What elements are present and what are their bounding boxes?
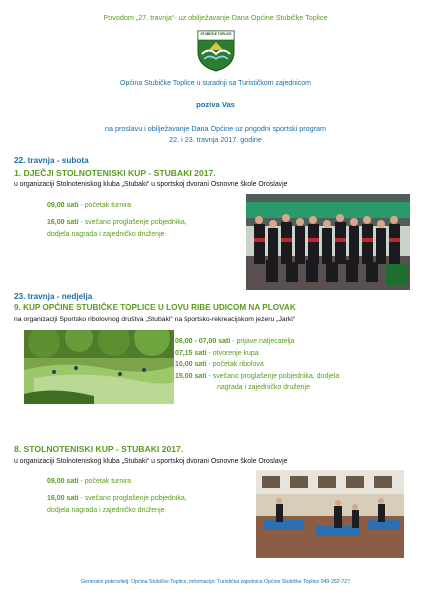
- occasion-line: na proslavu i obilježavanje Dana Općine uz prigodni sportski program: [105, 124, 326, 133]
- day-sunday: 23. travnja - nedjelja: [14, 292, 93, 301]
- fishing-lake-photo: [24, 330, 174, 404]
- organizers-line: Općina Stubičke Toplice u suradnji sa Turističkom zajednicom: [120, 80, 311, 87]
- event-organizer: u organizaciji Stolnoteniskog kluba „Stubaki“ u sportskoj dvorani Osnovne škole Oroslavje: [14, 458, 288, 465]
- schedule-time: 06,00 - 07,00 sati: [175, 338, 231, 345]
- schedule-event: - svečano proglašenje pobjednika,: [78, 219, 187, 226]
- schedule-time: 16,00 sati: [47, 495, 79, 502]
- schedule-list: [175, 336, 420, 394]
- event-title-table-tennis-cup: 8. STOLNOTENISKI KUP - STUBAKI 2017.: [14, 444, 184, 454]
- day-saturday: 22. travnja - subota: [14, 156, 89, 165]
- municipality-crest: [195, 28, 237, 72]
- schedule-event-continued: dodjela nagrada i zajedničko druženje: [47, 507, 165, 514]
- schedule-event: - početak turnira: [78, 478, 132, 485]
- schedule-event: - svečano proglašenje pobjednika, dodjela: [206, 372, 340, 380]
- crest-label: STUBIČKE TOPLICE: [200, 32, 232, 36]
- schedule-time: 09,00 sati: [47, 202, 79, 209]
- schedule-time: 10,00 sati: [175, 361, 207, 368]
- schedule-time: 09,00 sati: [47, 478, 79, 485]
- schedule-event-continued: dodjela nagrada i zajedničko druženje: [47, 231, 165, 238]
- schedule-event: - svečano proglašenje pobjednika,: [78, 495, 187, 502]
- invitation-text: poziva Vas: [196, 100, 235, 109]
- schedule-event: - početak ribolova: [206, 361, 264, 368]
- schedule-list: [47, 476, 247, 517]
- schedule-time: 16,00 sati: [47, 219, 79, 226]
- schedule-list: [47, 200, 247, 241]
- schedule-event-continued: nagrada i zajedničko druženje: [217, 384, 311, 391]
- footer-sponsor-info: Generalni pokrovitelj: Općina Stubičke Toplice, informacije: Turistička zajednica Općine Stubičke Toplice 049-282-727: [80, 579, 351, 585]
- table-tennis-hall-photo: [256, 470, 404, 558]
- table-tennis-children-team-photo: [246, 194, 410, 290]
- schedule-event: - prijave natjecatelja: [230, 338, 295, 345]
- schedule-time: 15,00 sati: [175, 372, 207, 380]
- schedule-time: 07,15 sati: [175, 349, 207, 357]
- schedule-event: - početak turnira: [78, 202, 132, 209]
- event-organizer: u organizaciji Stolnoteniskog kluba „Stubaki“ u sportskoj dvorani Osnovne škole Oroslavje: [14, 181, 288, 188]
- event-title-fishing-cup: 9. KUP OPĆINE STUBIČKE TOPLICE U LOVU RIBE UDICOM NA PLOVAK: [14, 303, 296, 312]
- event-dates: 22. i 23. travnja 2017. godine: [169, 135, 262, 144]
- event-title-children-cup: 1. DJEČJI STOLNOTENISKI KUP - STUBAKI 2017.: [14, 168, 216, 178]
- event-organizer: na organizaciji Sportsko ribolovnog društva „Stubaki“ na športsko-rekreacijskom jezeru „Jarki“: [14, 316, 296, 323]
- event-occasion-header: Povodom „27. travnja“- uz obilježavanje Dana Općine Stubičke Toplice: [103, 13, 328, 22]
- schedule-event: - otvorenje kupa: [206, 349, 259, 357]
